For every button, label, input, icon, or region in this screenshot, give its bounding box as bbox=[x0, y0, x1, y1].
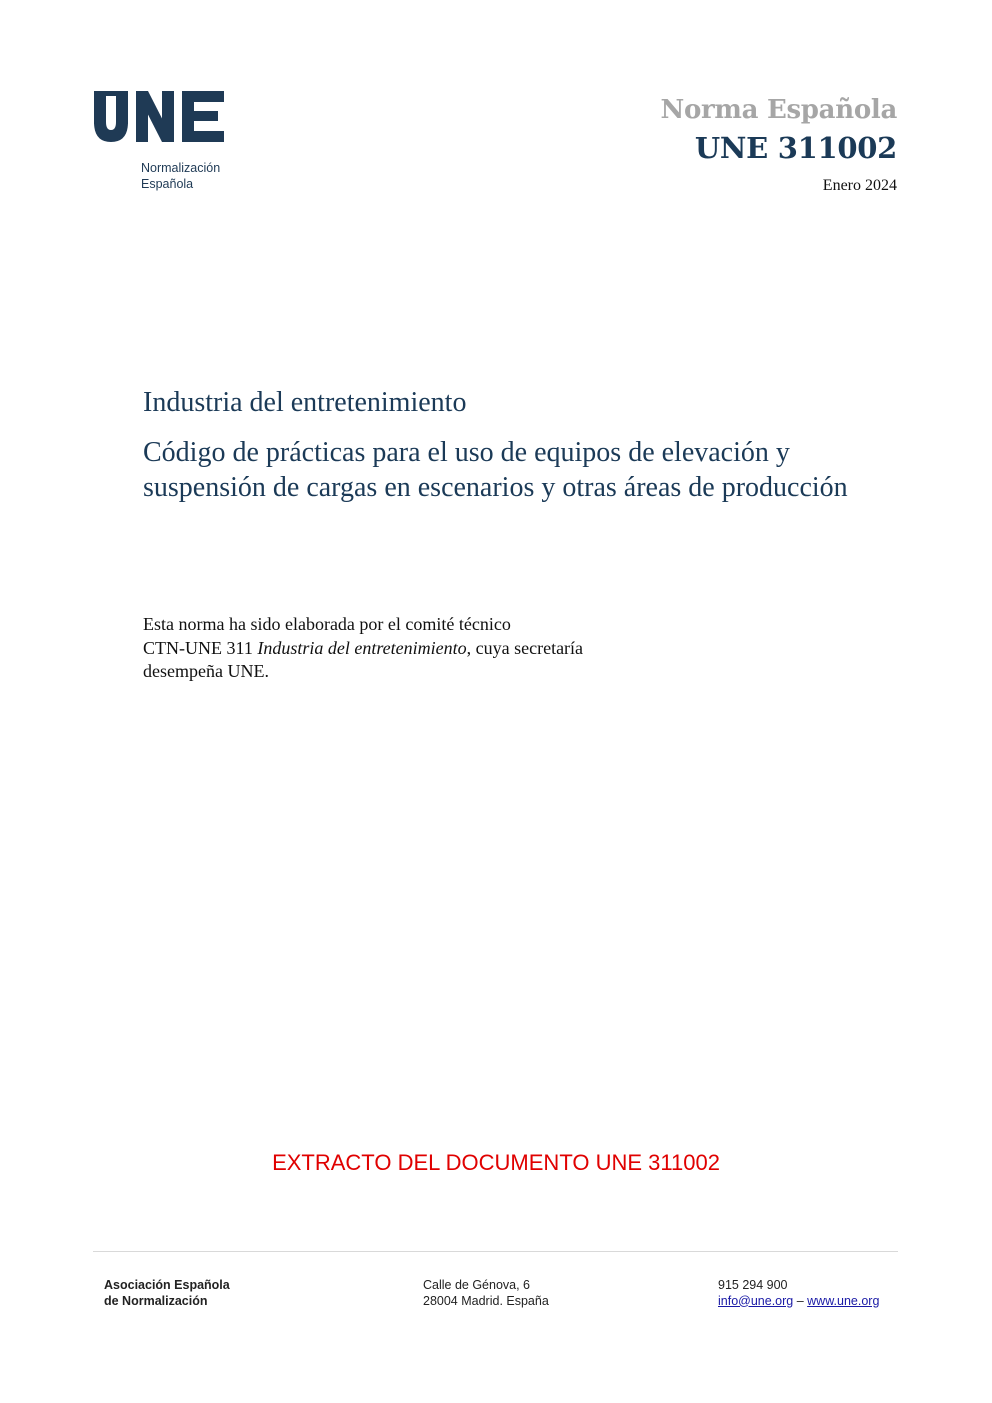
footer-address-line2: 28004 Madrid. España bbox=[423, 1293, 549, 1308]
committee-statement bbox=[143, 613, 703, 684]
document-title-area: Industria del entretenimiento bbox=[143, 387, 467, 418]
committee-line2 bbox=[143, 637, 703, 661]
extract-notice: EXTRACTO DEL DOCUMENTO UNE 311002 bbox=[272, 1150, 720, 1175]
committee-line3: desempeña UNE. bbox=[143, 661, 269, 681]
document-title-main: Código de prácticas para el uso de equipos de elevación y suspensión de cargas en escenarios y otras áreas de producción bbox=[143, 437, 848, 503]
committee-name: Industria del entretenimiento bbox=[257, 637, 467, 658]
footer-links bbox=[718, 1294, 879, 1310]
footer-address-line1: Calle de Génova, 6 bbox=[423, 1278, 531, 1292]
email-link[interactable]: info@une.org bbox=[718, 1293, 794, 1308]
footer-divider bbox=[93, 1251, 898, 1252]
website-link[interactable]: www.une.org bbox=[807, 1293, 880, 1308]
footer-address bbox=[423, 1278, 549, 1309]
une-logo-mark bbox=[92, 88, 232, 148]
committee-line1: Esta norma ha sido elaborada por el comité técnico bbox=[143, 614, 511, 634]
footer-phone: 915 294 900 bbox=[718, 1278, 788, 1292]
footer-contact bbox=[718, 1278, 879, 1309]
footer-org-line2: de Normalización bbox=[104, 1293, 208, 1308]
footer-link-separator: – bbox=[793, 1293, 808, 1308]
logo-subtitle-line1: Normalización bbox=[141, 161, 221, 175]
une-logo bbox=[92, 88, 242, 198]
norma-label: Norma Española bbox=[660, 95, 897, 125]
logo-subtitle-line2: Española bbox=[141, 177, 194, 191]
norma-code: UNE 311002 bbox=[694, 131, 897, 165]
footer-organization bbox=[104, 1278, 230, 1309]
committee-code: CTN-UNE 311 bbox=[143, 637, 258, 658]
committee-secretariat-text: , cuya secretaría bbox=[466, 637, 584, 658]
footer-org-line1: Asociación Española bbox=[104, 1278, 230, 1292]
publication-date: Enero 2024 bbox=[822, 177, 897, 194]
logo-subtitle bbox=[141, 160, 220, 192]
